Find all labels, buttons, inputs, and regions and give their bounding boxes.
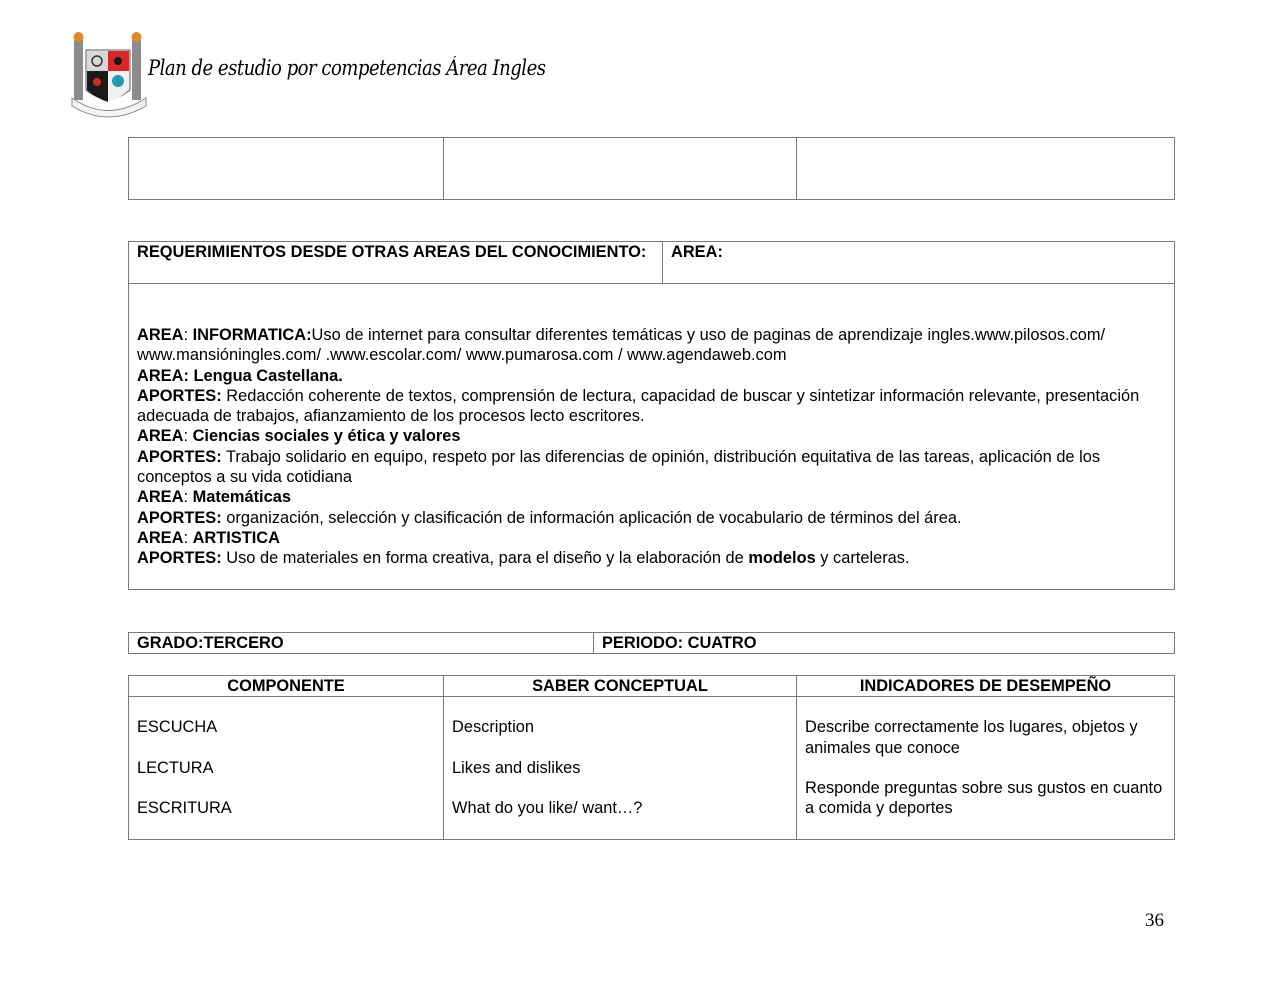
- area-header: AREA:: [663, 242, 1175, 284]
- page-number: 36: [1145, 910, 1164, 931]
- empty-cell: [444, 138, 797, 200]
- saber-cell: [444, 697, 797, 839]
- entry-matematicas-aportes: APORTES: organización, selección y clasificación de información aplicación de vocabulario de términos del área.: [137, 508, 962, 527]
- document-title: Plan de estudio por competencias Área Ingles: [148, 56, 546, 80]
- list-item: What do you like/ want…?: [452, 799, 643, 818]
- empty-cell: [129, 138, 444, 200]
- componente-cell: [129, 697, 444, 839]
- requirements-table: [128, 241, 1175, 590]
- list-item: LECTURA: [137, 758, 214, 777]
- list-item: Describe correctamente los lugares, objetos y animales que conoce: [805, 718, 1138, 757]
- list-item: ESCUCHA: [137, 718, 218, 737]
- grade-period-table: [128, 632, 1175, 654]
- empty-cell: [797, 138, 1175, 200]
- column-header-saber: SABER CONCEPTUAL: [444, 676, 797, 697]
- list-item: ESCRITURA: [137, 799, 232, 818]
- empty-table: [128, 137, 1175, 200]
- list-item: Responde preguntas sobre sus gustos en cuanto a comida y deportes: [805, 779, 1163, 818]
- list-item: Likes and dislikes: [452, 758, 581, 777]
- column-header-componente: COMPONENTE: [129, 676, 444, 697]
- competencies-table: [128, 675, 1175, 840]
- entry-lengua-area: AREA: Lengua Castellana.: [137, 366, 343, 385]
- requirements-body: [129, 284, 1175, 590]
- entry-matematicas-area: AREA: Matemáticas: [137, 488, 291, 507]
- school-crest-icon: [66, 28, 152, 120]
- entry-artistica-aportes: APORTES: Uso de materiales en forma creativa, para el diseño y la elaboración de modelos y carteleras.: [137, 549, 910, 568]
- entry-sociales-area: AREA: Ciencias sociales y ética y valores: [137, 427, 461, 446]
- column-header-indicadores: INDICADORES DE DESEMPEÑO: [797, 676, 1175, 697]
- requirements-header: REQUERIMIENTOS DESDE OTRAS AREAS DEL CONOCIMIENTO:: [129, 242, 663, 284]
- entry-informatica: AREA: INFORMATICA:Uso de internet para consultar diferentes temáticas y uso de paginas de aprendizaje ingles.www.pilosos.com/ www.mansióningles.com/ .www.escolar.com/ www.pumarosa.com / www.agendaweb.com: [137, 326, 1106, 365]
- indicadores-cell: [797, 697, 1175, 839]
- list-item: Description: [452, 718, 534, 737]
- period-label: PERIODO: CUATRO: [594, 633, 1175, 654]
- entry-sociales-aportes: APORTES: Trabajo solidario en equipo, respeto por las diferencias de opinión, distribución equitativa de las tareas, aplicación de los conceptos a su vida cotidiana: [137, 447, 1101, 487]
- entry-lengua-aportes: APORTES: Redacción coherente de textos, comprensión de lectura, capacidad de buscar y sintetizar información relevante, presentación adecuada de trabajos, afianzamiento de los procesos lecto escritores.: [137, 386, 1140, 426]
- grade-label: GRADO:TERCERO: [129, 633, 594, 654]
- entry-artistica-area: AREA: ARTISTICA: [137, 528, 280, 547]
